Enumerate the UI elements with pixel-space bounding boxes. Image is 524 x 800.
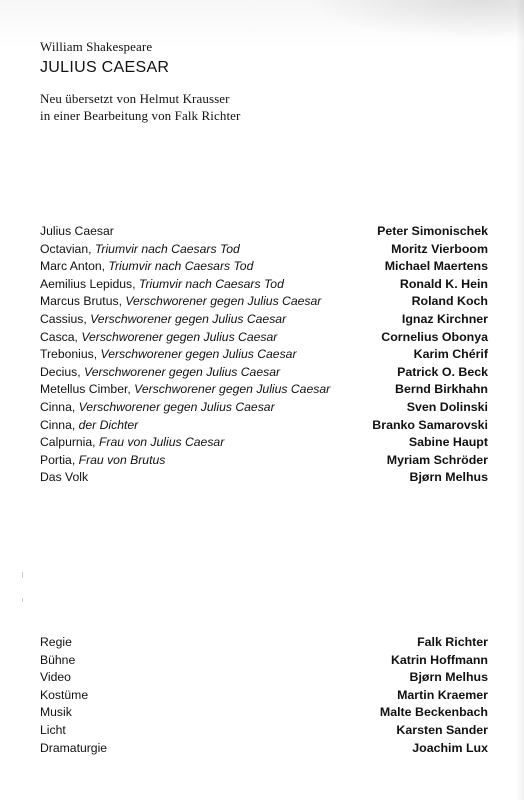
cast-role <box>40 241 240 259</box>
crew-member-name: Joachim Lux <box>412 740 488 755</box>
crew-function: Regie <box>40 635 72 649</box>
actor-name: Bjørn Melhus <box>409 470 488 485</box>
cast-row <box>40 364 490 382</box>
actor-name: Roland Koch <box>411 294 488 309</box>
actor-name: Sabine Haupt <box>408 435 488 450</box>
cast-role <box>40 223 114 241</box>
role-description: Verschworener gegen Julius Caesar <box>81 329 278 344</box>
cast-row <box>40 434 490 452</box>
role-description: der Dichter <box>78 417 139 432</box>
role-description: Triumvir nach Caesars Tod <box>138 276 284 291</box>
role-name: Casca, <box>40 329 82 344</box>
crew-row <box>40 740 490 758</box>
page-mark <box>22 572 23 578</box>
cast-role <box>40 452 165 470</box>
cast-row <box>40 381 490 399</box>
cast-row <box>40 276 490 294</box>
crew-member-name: Martin Kraemer <box>397 687 488 702</box>
crew-row <box>40 652 490 670</box>
role-description: Frau von Julius Caesar <box>98 435 225 450</box>
crew-function: Dramaturgie <box>40 740 108 755</box>
role-name: Cassius, <box>40 311 91 326</box>
page-mark <box>22 598 23 602</box>
cast-role <box>40 364 280 382</box>
cast-role <box>40 329 277 347</box>
cast-role <box>40 311 286 329</box>
role-description: Verschworener gegen Julius Caesar <box>84 364 281 379</box>
cast-row <box>40 223 490 241</box>
crew-member-name: Falk Richter <box>417 635 488 649</box>
role-description: Verschworener gegen Julius Caesar <box>78 399 275 414</box>
crew-function: Kostüme <box>40 687 89 702</box>
crew-function: Bühne <box>40 652 76 667</box>
role-name: Aemilius Lepidus, <box>40 276 139 291</box>
actor-name: Sven Dolinski <box>406 399 488 414</box>
translation-credit: Neu übersetzt von Helmut Krausser <box>40 91 230 106</box>
author-name: William Shakespeare <box>40 39 153 54</box>
role-description: Verschworener gegen Julius Caesar <box>90 311 287 326</box>
crew-row <box>40 634 490 652</box>
crew-member-name: Karsten Sander <box>396 722 488 737</box>
actor-name: Moritz Vierboom <box>391 241 488 256</box>
crew-member-name: Malte Beckenbach <box>379 705 488 720</box>
crew-function: Licht <box>40 722 66 737</box>
role-description: Verschworener gegen Julius Caesar <box>125 294 322 309</box>
crew-row <box>40 704 490 722</box>
cast-role <box>40 293 321 311</box>
cast-role <box>40 381 330 399</box>
cast-row <box>40 329 490 347</box>
cast-role <box>40 258 253 276</box>
role-name: Cinna, <box>40 417 79 432</box>
crew-member-name: Katrin Hoffmann <box>390 652 488 667</box>
role-name: Octavian, <box>40 241 95 256</box>
role-name: Marc Anton, <box>40 259 109 274</box>
actor-name: Bernd Birkhahn <box>395 382 488 397</box>
role-name: Decius, <box>40 364 85 379</box>
crew-row <box>40 687 490 705</box>
cast-role <box>40 346 297 364</box>
role-name: Portia, <box>40 452 79 467</box>
cast-role <box>40 469 88 487</box>
actor-name: Ignaz Kirchner <box>401 311 488 326</box>
cast-row <box>40 452 490 470</box>
crew-member-name: Bjørn Melhus <box>409 670 488 685</box>
role-name: Cinna, <box>40 399 79 414</box>
cast-row <box>40 241 490 259</box>
actor-name: Myriam Schröder <box>386 452 488 467</box>
actor-name: Cornelius Obonya <box>381 329 488 344</box>
cast-role <box>40 434 224 452</box>
cast-row <box>40 258 490 276</box>
actor-name: Patrick O. Beck <box>397 364 488 379</box>
page-shadow <box>304 0 524 40</box>
page-edge-shadow <box>516 0 524 800</box>
crew-list <box>40 634 490 757</box>
role-description: Triumvir nach Caesars Tod <box>94 241 240 256</box>
cast-list <box>40 223 490 487</box>
actor-name: Karim Chérif <box>413 347 488 362</box>
crew-row <box>40 669 490 687</box>
cast-role <box>40 417 138 435</box>
play-title: JULIUS CAESAR <box>40 59 170 76</box>
role-name: Marcus Brutus, <box>40 294 126 309</box>
cast-row <box>40 399 490 417</box>
cast-role <box>40 276 284 294</box>
cast-row <box>40 293 490 311</box>
actor-name: Michael Maertens <box>384 259 488 274</box>
role-name: Metellus Cimber, <box>40 382 135 397</box>
role-name: Calpurnia, <box>40 435 99 450</box>
crew-function: Musik <box>40 705 72 720</box>
cast-row <box>40 469 490 487</box>
actor-name: Ronald K. Hein <box>399 276 488 291</box>
crew-row <box>40 722 490 740</box>
role-description: Triumvir nach Caesars Tod <box>108 259 254 274</box>
cast-row <box>40 346 490 364</box>
role-name: Julius Caesar <box>40 224 114 238</box>
cast-row <box>40 311 490 329</box>
role-description: Verschworener gegen Julius Caesar <box>134 382 331 397</box>
actor-name: Peter Simonischek <box>377 224 488 238</box>
role-description: Verschworener gegen Julius Caesar <box>100 347 297 362</box>
role-description: Frau von Brutus <box>78 452 166 467</box>
cast-row <box>40 417 490 435</box>
role-name: Trebonius, <box>40 347 101 362</box>
role-name: Das Volk <box>40 470 89 485</box>
cast-role <box>40 399 275 417</box>
crew-function: Video <box>40 670 71 685</box>
adaptation-credit: in einer Bearbeitung von Falk Richter <box>40 108 241 123</box>
actor-name: Branko Samarovski <box>372 417 488 432</box>
